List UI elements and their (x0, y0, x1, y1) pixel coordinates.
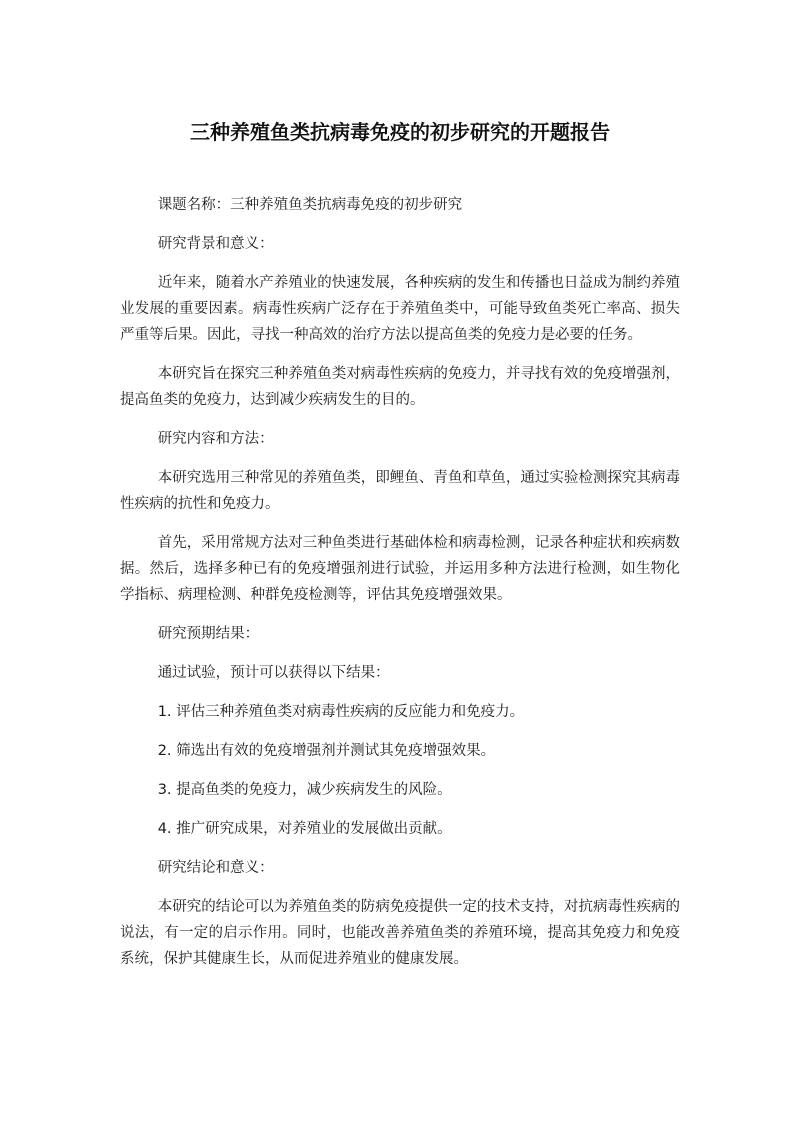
methods-heading: 研究内容和方法： (157, 431, 274, 447)
document-title: 三种养殖鱼类抗病毒免疫的初步研究的开题报告 (190, 120, 610, 144)
results-item-2: 2. 筛选出有效的免疫增强剂并测试其免疫增强效果。 (157, 743, 496, 759)
background-paragraph-1: 近年来，随着水产养殖业的快速发展，各种疾病的发生和传播也日益成为制约养殖业发展的重要因素。病毒性疾病广泛存在于养殖鱼类中，可能导致鱼类死亡率高、损失严重等后果。因此，寻找一种高效的治疗方法以提高鱼类的免疫力是必要的任务。 (120, 275, 680, 343)
methods-paragraph-2: 首先，采用常规方法对三种鱼类进行基础体检和病毒检测，记录各种症状和疾病数据。然后，选择多种已有的免疫增强剂进行试验，并运用多种方法进行检测，如生物化学指标、病理检测、种群免疫检测等，评估其免疫增强效果。 (120, 535, 680, 603)
conclusion-paragraph-1: 本研究的结论可以为养殖鱼类的防病免疫提供一定的技术支持，对抗病毒性疾病的说法，有一定的启示作用。同时，也能改善养殖鱼类的养殖环境，提高其免疫力和免疫系统，保护其健康生长，从而促进养殖业的健康发展。 (120, 899, 680, 967)
results-item-1: 1. 评估三种养殖鱼类对病毒性疾病的反应能力和免疫力。 (157, 704, 525, 720)
background-heading: 研究背景和意义： (157, 236, 274, 252)
methods-paragraph-1: 本研究选用三种常见的养殖鱼类，即鲤鱼、青鱼和草鱼，通过实验检测探究其病毒性疾病的抗性和免疫力。 (120, 470, 680, 512)
conclusion-heading: 研究结论和意义： (157, 860, 274, 876)
topic-line: 课题名称：三种养殖鱼类抗病毒免疫的初步研究 (157, 197, 463, 213)
results-item-3: 3. 提高鱼类的免疫力，减少疾病发生的风险。 (157, 782, 452, 798)
results-heading: 研究预期结果： (157, 626, 260, 642)
background-paragraph-2: 本研究旨在探究三种养殖鱼类对病毒性疾病的免疫力，并寻找有效的免疫增强剂，提高鱼类的免疫力，达到减少疾病发生的目的。 (120, 366, 680, 408)
results-intro: 通过试验，预计可以获得以下结果： (157, 665, 390, 681)
results-item-4: 4. 推广研究成果，对养殖业的发展做出贡献。 (157, 821, 452, 837)
